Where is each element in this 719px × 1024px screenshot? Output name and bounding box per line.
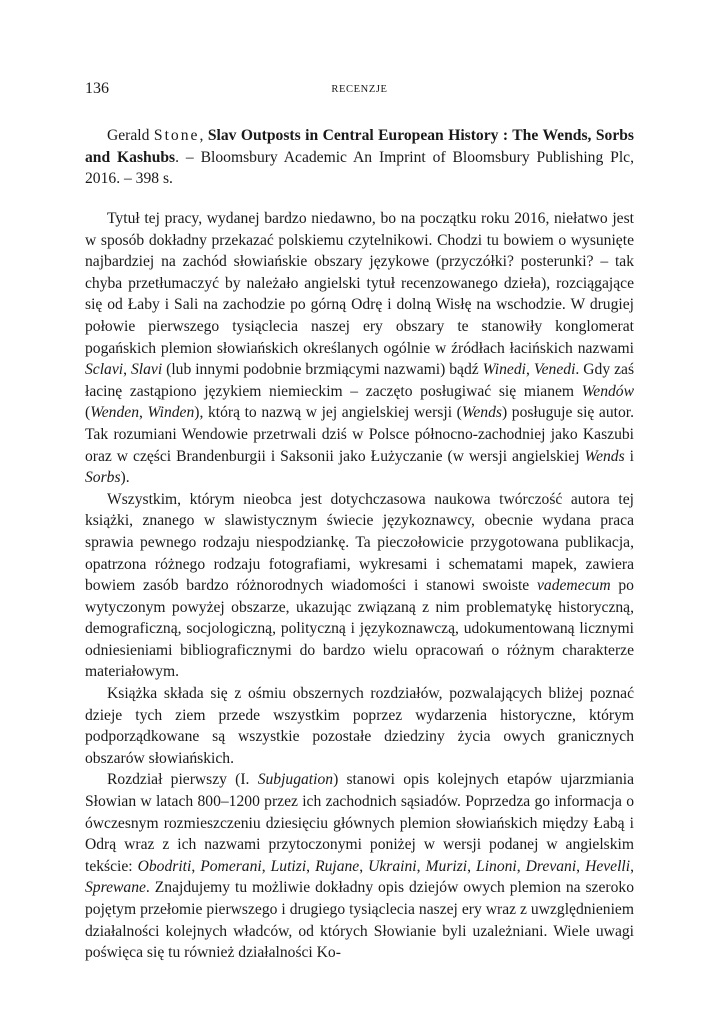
italic-term: Obodriti: [137, 857, 192, 875]
text-run: ), którą to nazwą w jej angielskiej wersji (: [194, 404, 462, 422]
italic-term: Wends: [461, 404, 502, 422]
italic-term: Venedi: [533, 361, 576, 379]
italic-term: Sorbs: [85, 469, 121, 487]
text-run: ) stanowi opis kolejnych etapów ujarzmiania Słowian w latach 800–1200 przez ich zachodnich sąsiadów. Poprzedza go informacja o ówczesnym rozmieszczeniu dziesięciu głównych plemion słowiańskich między Łabą i Odrą wraz z ich nazwami przytoczonymi poniżej w wersji podanej w angielskim tekście:: [85, 771, 635, 875]
text-run: i: [624, 447, 634, 465]
author-first-name: Gerald: [107, 127, 150, 144]
paragraph: [85, 208, 634, 489]
italic-term: Linoni: [476, 857, 517, 875]
text-run: Książka składa się z ośmiu obszernych rozdziałów, pozwalających bliżej poznać dzieje tych ziem przede wszystkim poprzez wydarzenia historyczne, którym podporządkowane są wszystkie pozostałe dziedziny życia owych granicznych obszarów słowiańskich.: [85, 685, 634, 767]
paragraph: [85, 769, 634, 963]
text-run: po wytyczonym powyżej obszarze, ukazując związaną z nim problematykę historyczną, demograficzną, socjologiczną, polityczną i językoznawczą, udokumentowaną licznymi odniesieniami bibliograficznymi do bardzo wielu opracowań o różnym charakterze materiałowym.: [85, 577, 634, 681]
italic-term: Pomerani: [200, 857, 262, 875]
text-run: ,: [467, 857, 477, 875]
text-run: . Znajdujemy tu możliwie dokładny opis dziejów owych plemion na szeroko pojętym przełomie pierwszego i drugiego tysiąclecia naszej ery wraz z uwzględnieniem działalności kolejnych władców, od których Słowianie byli uzależniani. Wiele uwagi poświęca się tu również działalności Ko-: [85, 879, 634, 962]
running-head: RECENZJE: [331, 84, 388, 95]
text-run: Wszystkim, którym nieobca jest dotychczasowa naukowa twórczość autora tej książki, znanego w slawistycznym świecie językoznawcy, obecnie wydana praca sprawia pewnego rodzaju niespodziankę. Ta pieczołowicie przygotowana publikacja, opatrzona różnego rodzaju fotografiami, wykresami i schematami mapek, zawiera bowiem zasób bardzo różnorodnych wiadomości i stanowi swoiste: [85, 490, 634, 595]
paragraph: [85, 683, 634, 769]
text-run: ,: [191, 857, 201, 875]
paragraph: [85, 489, 634, 683]
text-run: ,: [516, 857, 526, 875]
text-run: Rozdział pierwszy (I.: [107, 771, 258, 789]
review-body: [85, 208, 634, 964]
italic-term: vademecum: [537, 577, 611, 595]
italic-term: Hevelli: [585, 857, 631, 875]
text-run: ,: [416, 857, 426, 875]
italic-term: Slavi: [130, 361, 163, 379]
italic-term: Sclavi: [85, 361, 124, 379]
book-title: Slav Outposts in Central European History : The Wends, Sorbs and Kashubs: [85, 127, 635, 166]
italic-term: Murizi: [425, 857, 468, 875]
text-run: ,: [576, 857, 586, 875]
text-run: ,: [525, 361, 534, 379]
italic-term: Subjugation: [257, 771, 334, 789]
italic-term: Wenden: [90, 404, 139, 422]
italic-term: Rujane: [315, 857, 360, 875]
italic-term: Winden: [147, 404, 195, 422]
text-run: ,: [306, 857, 316, 875]
italic-term: Wendów: [581, 382, 634, 400]
publication-info: . – Bloomsbury Academic An Imprint of Bloomsbury Publishing Plc, 2016. – 398 s.: [85, 148, 634, 187]
italic-term: Winedi: [482, 361, 526, 379]
text-run: (: [85, 404, 91, 422]
text-run: . Gdy zaś łacinę zastąpiono językiem niemieckim – zaczęto posługiwać się mianem: [85, 361, 635, 400]
text-run: ).: [120, 469, 130, 487]
text-run: ,: [630, 857, 634, 875]
italic-term: Drevani: [525, 857, 577, 875]
italic-term: Lutizi: [270, 857, 307, 875]
italic-term: Ukraini: [368, 857, 417, 875]
text-run: ,: [359, 857, 369, 875]
author-surname: Stone: [153, 127, 200, 144]
italic-term: Sprewane: [85, 879, 146, 897]
italic-term: Wends: [584, 447, 625, 465]
book-citation: Gerald Stone, Slav Outposts in Central European History : The Wends, Sorbs and Kashubs. – Bloomsbury Academic An Imprint of Bloomsbury Publishing Plc, 2016. – 398 s.: [85, 127, 635, 187]
page-number: 136: [85, 80, 109, 97]
text-run: ,: [139, 404, 148, 422]
text-run: Tytuł tej pracy, wydanej bardzo niedawno, bo na początku roku 2016, niełatwo jest w sposób dokładny przekazać polskiemu czytelnikowi. Chodzi tu bowiem o wysunięte najbardziej na zachód słowiańskie obszary językowe (przyczółki? posterunki? – tak chyba przetłumaczyć by należało angielski tytuł recenzowanego dzieła), rozciągające się od Łaby i Sali na zachodzie po górną Odrę i dolną Wisłę na wschodzie. W drugiej połowie pierwszego tysiąclecia naszej ery obszary te stanowiły konglomerat pogańskich plemion słowiańskich określanych ogólnie w źródłach łacińskich nazwami: [85, 210, 634, 357]
text-run: ,: [261, 857, 271, 875]
text-run: ,: [123, 361, 131, 379]
text-run: (lub innymi podobnie brzmiącymi nazwami) bądź: [162, 361, 483, 379]
text-run: ) posługuje się autor. Tak rozumiani Wendowie przetrwali dziś w Polsce północno-zachodniej jako Kaszubi oraz w części Brandenburgii i Saksonii jako Łużyczanie (w wersji angielskiej: [85, 404, 634, 465]
page-header: [85, 80, 634, 102]
